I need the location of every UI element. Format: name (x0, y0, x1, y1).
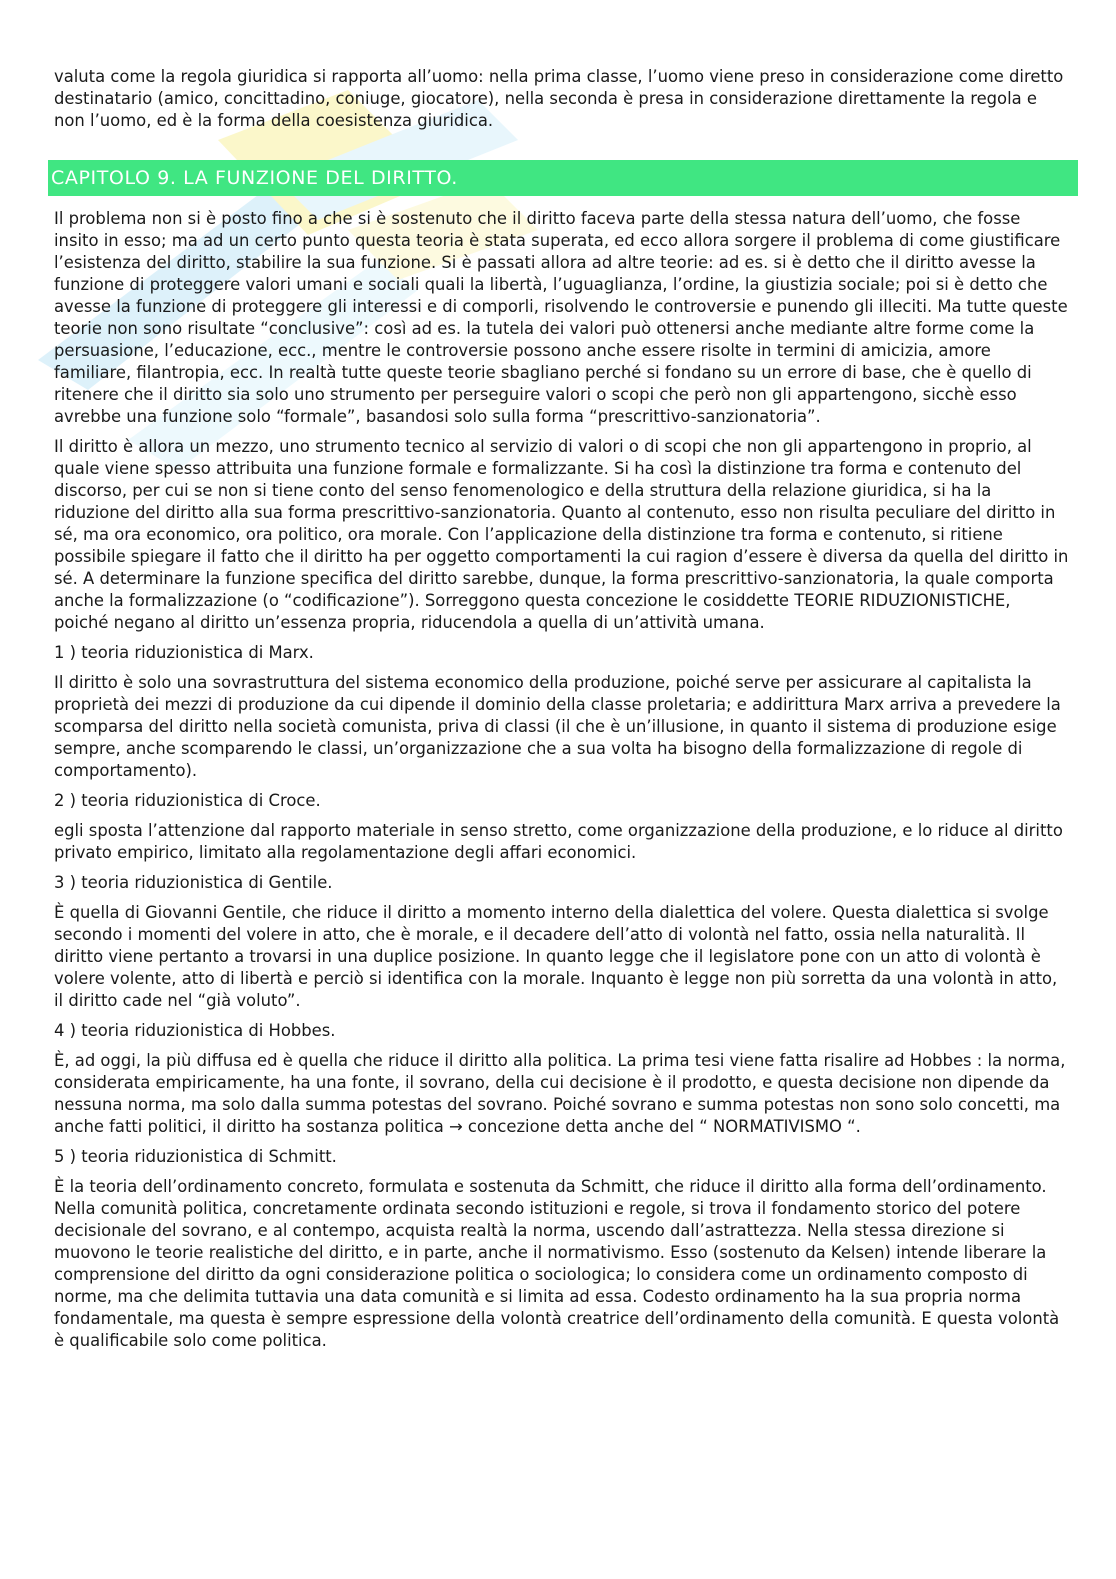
body-paragraph-hobbes: È, ad oggi, la più diffusa ed è quella che riduce il diritto alla politica. La prima tesi viene fatta risalire ad Hobbes : la norma, considerata empiricamente, ha una fonte, il sovrano, della cui decisione è il prodotto, e questa decisione non dipende da nessuna norma, ma solo dalla summa potestas del sovrano. Poiché sovrano e summa potestas non sono solo concetti, ma anche fatti politici, il diritto ha sostanza politica → concezione detta anche del “ NORMATIVISMO “. (54, 1051, 1066, 1136)
subheading-hobbes: 4 ) teoria riduzionistica di Hobbes. (54, 1021, 336, 1040)
body-paragraph-marx: Il diritto è solo una sovrastruttura del sistema economico della produzione, poiché serve per assicurare al capitalista la proprietà dei mezzi di produzione da cui dipende il dominio della classe proletaria; e addirittura Marx arriva a prevedere la scomparsa del diritto nella società comunista, priva di classi (il che è un’illusione, in quanto il sistema di produzione esige sempre, anche scomparendo le classi, un’organizzazione che a sua volta ha bisogno della formalizzazione di regole di comportamento). (54, 673, 1061, 780)
body-paragraph-schmitt: È la teoria dell’ordinamento concreto, formulata e sostenuta da Schmitt, che riduce il diritto alla forma dell’ordinamento. Nella comunità politica, concretamente ordinata secondo istituzioni e regole, si trova il fondamento storico del potere decisionale del sovrano, e al contempo, acquista realtà la norma, uscendo dall’astrattezza. Nella stessa direzione si muovono le teorie realistiche del diritto, e in parte, anche il normativismo. Esso (sostenuto da Kelsen) intende liberare la comprensione del diritto da ogni considerazione politica o sociologica; lo considera come un ordinamento composto di norme, ma che delimita tuttavia una data comunità e si limita ad essa. Codesto ordinamento ha la sua propria norma fondamentale, ma questa è sempre espressione della volontà creatrice dell’ordinamento della comunità. E questa volontà è qualificabile solo come politica. (54, 1177, 1060, 1350)
document-body (51, 66, 1070, 1360)
chapter-heading: CAPITOLO 9. LA FUNZIONE DEL DIRITTO. (48, 160, 1078, 196)
intro-paragraph: valuta come la regola giuridica si rapporta all’uomo: nella prima classe, l’uomo viene preso in considerazione come diretto destinatario (amico, concittadino, coniuge, giocatore), nella seconda è presa in considerazione direttamente la regola e non l’uomo, ed è la forma della coesistenza giuridica. (54, 67, 1064, 130)
subheading-marx: 1 ) teoria riduzionistica di Marx. (54, 643, 314, 662)
body-paragraph: Il diritto è allora un mezzo, uno strumento tecnico al servizio di valori o di scopi che non gli appartengono in proprio, al quale viene spesso attribuita una funzione formale e formalizzante. Si ha così la distinzione tra forma e contenuto del discorso, per cui se non si tiene conto del senso fenomenologico e della struttura della relazione giuridica, si ha la riduzione del diritto alla sua forma prescrittivo-sanzionatoria. Quanto al contenuto, esso non risulta peculiare del diritto in sé, ma ora economico, ora politico, ora morale. Con l’applicazione della distinzione tra forma e contenuto, si ritiene possibile spiegare il fatto che il diritto ha per oggetto comportamenti la cui ragion d’essere è diversa da quella del diritto in sé. A determinare la funzione specifica del diritto sarebbe, dunque, la forma prescrittivo-sanzionatoria, la quale comporta anche la formalizzazione (o “codificazione”). Sorreggono questa concezione le cosiddette TEORIE RIDUZIONISTICHE, poiché negano al diritto un’essenza propria, riducendola a quella di un’attività umana. (54, 437, 1069, 632)
subheading-schmitt: 5 ) teoria riduzionistica di Schmitt. (54, 1147, 337, 1166)
body-paragraph-gentile: È quella di Giovanni Gentile, che riduce il diritto a momento interno della dialettica del volere. Questa dialettica si svolge secondo i momenti del volere in atto, che è morale, e il decadere dell’atto di volontà nel fatto, ossia nella naturalità. Il diritto viene pertanto a trovarsi in una duplice posizione. In quanto legge che il legislatore pone con un atto di volontà è volere volente, atto di libertà e perciò si identifica con la morale. Inquanto è legge non più sorretta da una volontà in atto, il diritto cade nel “già voluto”. (54, 903, 1058, 1010)
subheading-croce: 2 ) teoria riduzionistica di Croce. (54, 791, 321, 810)
subheading-gentile: 3 ) teoria riduzionistica di Gentile. (54, 873, 333, 892)
body-paragraph: Il problema non si è posto fino a che si è sostenuto che il diritto faceva parte della stessa natura dell’uomo, che fosse insito in esso; ma ad un certo punto questa teoria è stata superata, ed ecco allora sorgere il problema di come giustificare l’esistenza del diritto, stabilire la sua funzione. Si è passati allora ad altre teorie: ad es. si è detto che il diritto avesse la funzione di proteggere valori umani e sociali quali la libertà, l’uguaglianza, l’ordine, la giustizia sociale; poi si è detto che avesse la funzione di proteggere gli interessi e di comporli, risolvendo le controversie e punendo gli illeciti. Ma tutte queste teorie non sono risultate “conclusive”: così ad es. la tutela dei valori può ottenersi anche mediante altre forme come la persuasione, l’educazione, ecc., mentre le controversie possono anche essere risolte in termini di amicizia, amore familiare, filantropia, ecc. In realtà tutte queste teorie sbagliano perché si fondano su un errore di base, che è quello di ritenere che il diritto sia solo uno strumento per perseguire valori o scopi che però non gli appartengono, sicchè esso avrebbe una funzione solo “formale”, basandosi solo sulla forma “prescrittivo-sanzionatoria”. (54, 209, 1068, 426)
body-paragraph-croce: egli sposta l’attenzione dal rapporto materiale in senso stretto, come organizzazione della produzione, e lo riduce al diritto privato empirico, limitato alla regolamentazione degli affari economici. (54, 821, 1063, 862)
